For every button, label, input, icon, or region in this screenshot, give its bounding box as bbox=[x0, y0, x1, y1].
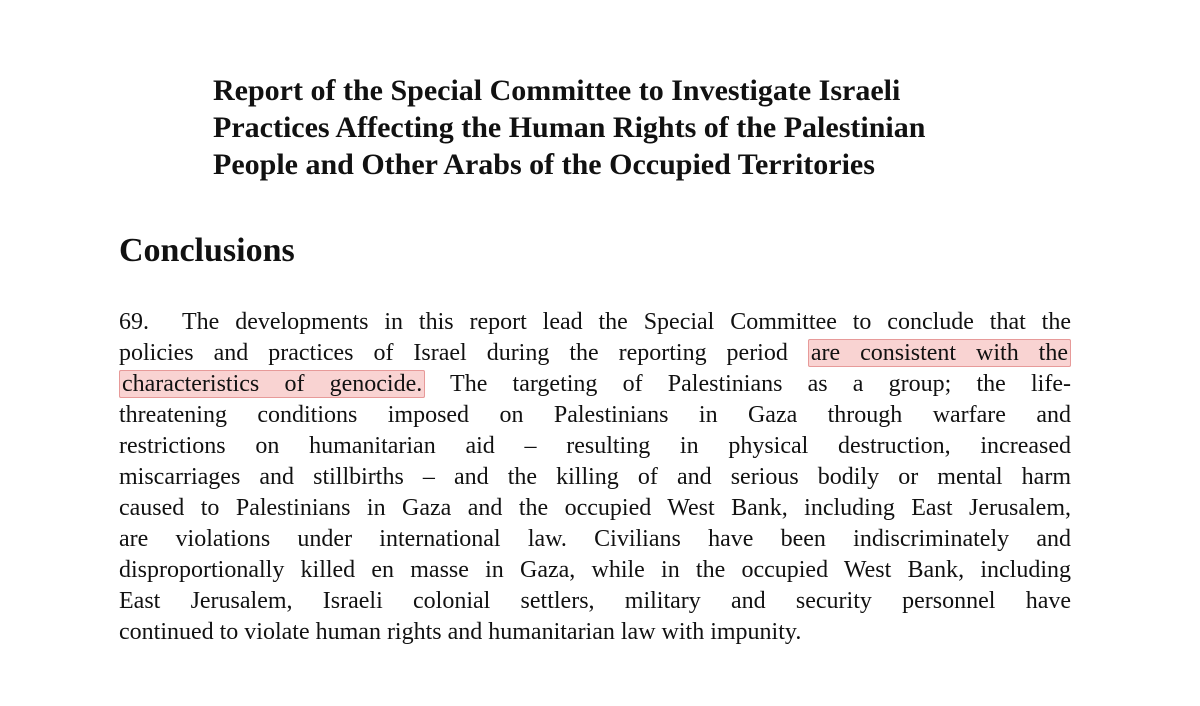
paragraph-line-6: miscarriages and stillbirths – and the killing of and serious bodily or mental harm bbox=[119, 464, 1071, 490]
paragraph-line-3-text: The targeting of Palestinians as a group; the life- bbox=[450, 371, 1071, 397]
paragraph-line-4: threatening conditions imposed on Palestinians in Gaza through warfare and bbox=[119, 402, 1071, 428]
paragraph-line-10: East Jerusalem, Israeli colonial settlers, military and security personnel have bbox=[119, 588, 1071, 614]
report-title bbox=[213, 72, 1093, 183]
paragraph-line-7: caused to Palestinians in Gaza and the occupied West Bank, including East Jerusalem, bbox=[119, 495, 1071, 521]
report-title-line-2: Practices Affecting the Human Rights of the Palestinian bbox=[213, 111, 926, 144]
paragraph-line-2 bbox=[119, 338, 1071, 369]
paragraph-line-3 bbox=[119, 369, 1071, 400]
paragraph-line-5: restrictions on humanitarian aid – resulting in physical destruction, increased bbox=[119, 433, 1071, 459]
paragraph-line-11: continued to violate human rights and humanitarian law with impunity. bbox=[119, 619, 802, 645]
highlighted-phrase-part-2: characteristics of genocide. bbox=[119, 370, 425, 398]
paragraph-line-1-text: The developments in this report lead the Special Committee to conclude that the bbox=[182, 309, 1071, 335]
paragraph-line-9: disproportionally killed en masse in Gaza, while in the occupied West Bank, including bbox=[119, 557, 1071, 583]
report-title-line-1: Report of the Special Committee to Investigate Israeli bbox=[213, 74, 901, 107]
paragraph-line-2-text: policies and practices of Israel during the reporting period bbox=[119, 340, 788, 366]
paragraph-line-8: are violations under international law. Civilians have been indiscriminately and bbox=[119, 526, 1071, 552]
report-title-line-3: People and Other Arabs of the Occupied Territories bbox=[213, 148, 875, 181]
paragraph-line-1 bbox=[119, 307, 1071, 338]
conclusion-paragraph bbox=[119, 307, 1071, 648]
paragraph-number: 69. bbox=[119, 309, 149, 335]
section-heading: Conclusions bbox=[119, 232, 295, 269]
highlighted-phrase-part-1: are consistent with the bbox=[808, 339, 1071, 367]
